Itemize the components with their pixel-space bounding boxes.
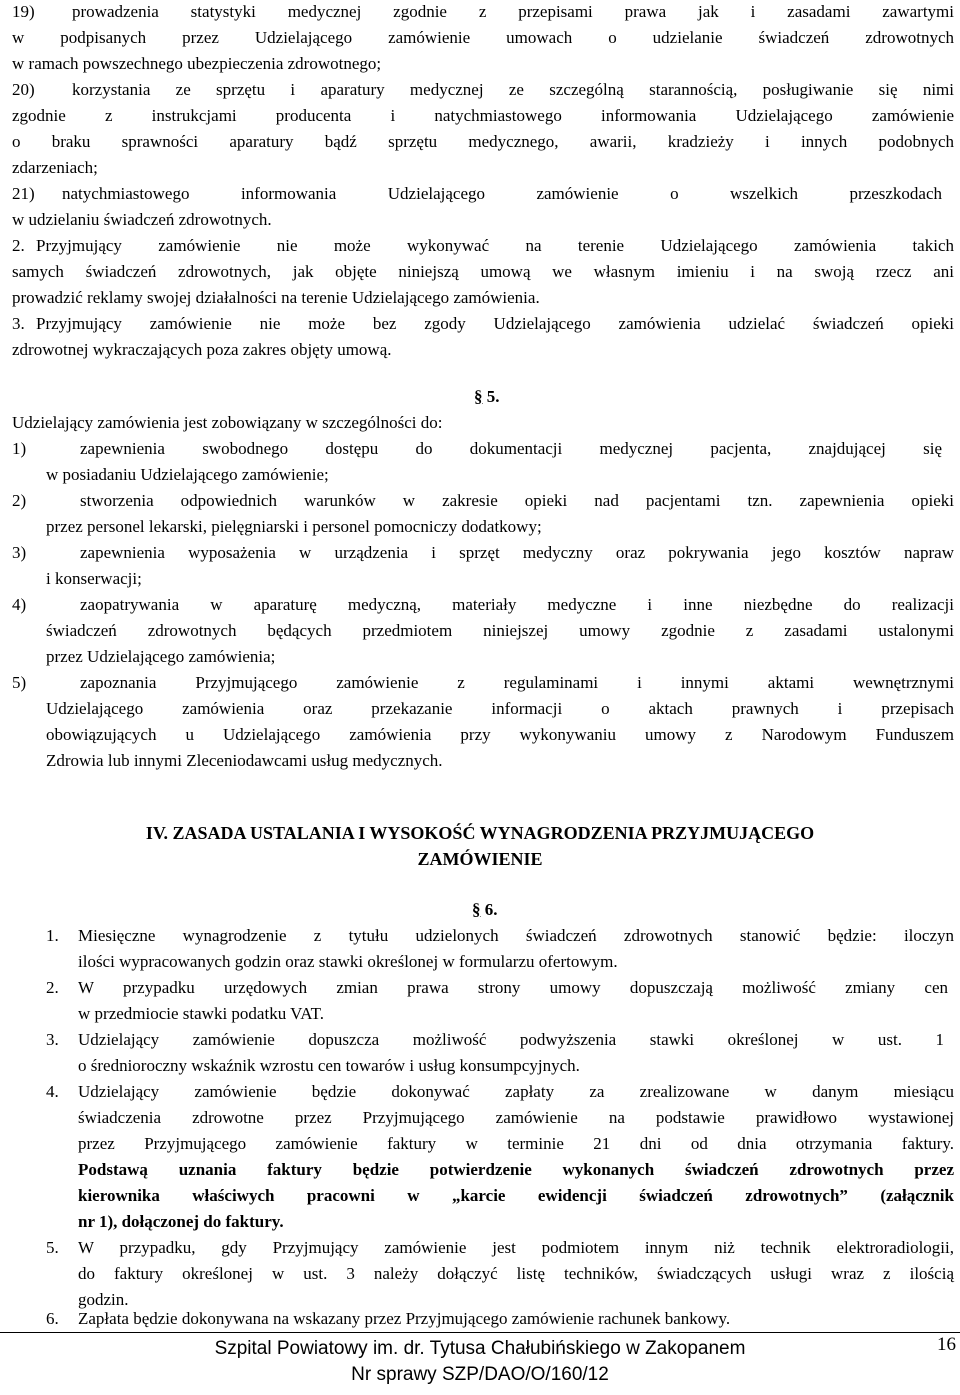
- list-item-text: w posiadaniu Udzielającego zamówienie;: [46, 465, 329, 484]
- list-item-number: 5.: [46, 1238, 59, 1257]
- list-item-text: przez Przyjmującego zamówienie faktury w terminie 21 dni od dnia otrzymania faktury.: [78, 1134, 954, 1153]
- list-item-number: 20): [12, 80, 35, 99]
- list-item-number: 5): [12, 673, 27, 692]
- chapter-title: IV. ZASADA USTALANIA I WYSOKOŚĆ WYNAGRODZENIA PRZYJMUJĄCEGO: [145, 823, 815, 843]
- list-item-text: w przedmiocie stawki podatku VAT.: [78, 1004, 324, 1023]
- list-item-text: o braku sprawności aparatury bądź sprzętu medycznego, awarii, kradzieży i innych podobnych: [12, 132, 954, 151]
- list-item-number: 6.: [46, 1309, 59, 1328]
- section-intro: Udzielający zamówienia jest zobowiązany w szczególności do:: [12, 413, 443, 432]
- list-item-text: świadczenia zdrowotne przez Przyjmującego zamówienie na podstawie prawidłowo wystawionej: [78, 1108, 954, 1127]
- list-item-number: 19): [12, 2, 35, 21]
- list-item-text: w udzielaniu świadczeń zdrowotnych.: [12, 210, 272, 229]
- paragraph-text: prowadzić reklamy swojej działalności na terenie Udzielającego zamówienia.: [12, 288, 540, 307]
- section-heading: [472, 900, 498, 920]
- list-item-text: w ramach powszechnego ubezpieczenia zdrowotnego;: [12, 54, 382, 73]
- list-item-text: korzystania ze sprzętu i aparatury medycznej ze szczególną starannością, posługiwanie się nimi: [72, 80, 954, 99]
- list-item-text: w podpisanych przez Udzielającego zamówienie umowach o udzielanie świadczeń zdrowotnych: [12, 28, 954, 47]
- paragraph-text: samych świadczeń zdrowotnych, jak objęte niniejszą umową we własnym imieniu i na swoją rzecz ani: [12, 262, 954, 281]
- list-item-text: ilości wypracowanych godzin oraz stawki określonej w formularzu ofertowym.: [78, 952, 618, 971]
- list-item-text: Udzielający zamówienie dopuszcza możliwość podwyższenia stawki określonej w ust. 1: [78, 1030, 944, 1049]
- list-item-text: stworzenia odpowiednich warunków w zakresie opieki nad pacjentami tzn. zapewnienia opieki: [80, 491, 954, 510]
- list-item-text: zaopatrywania w aparaturę medyczną, materiały medyczne i inne niezbędne do realizacji: [80, 595, 954, 614]
- list-item-number: 3): [12, 543, 27, 562]
- list-item-number: 1.: [46, 926, 59, 945]
- list-item-text: prowadzenia statystyki medycznej zgodnie z przepisami prawa jak i zasadami zawartymi: [72, 2, 954, 21]
- bold-text: Podstawą uznania faktury będzie potwierdzenie wykonanych świadczeń zdrowotnych przez: [78, 1160, 954, 1179]
- list-item-number: 1): [12, 439, 27, 458]
- list-item-number: 4.: [46, 1082, 59, 1101]
- list-item-number: 21): [12, 184, 35, 203]
- section-heading: [474, 387, 500, 407]
- paragraph-text: Przyjmujący zamówienie nie może bez zgody Udzielającego zamówienia udzielać świadczeń opieki: [36, 314, 954, 333]
- list-item-text: zapewnienia wyposażenia w urządzenia i sprzęt medyczny oraz pokrywania jego kosztów napraw: [80, 543, 954, 562]
- list-item-number: 3.: [46, 1030, 59, 1049]
- list-item-number: 2): [12, 491, 27, 510]
- list-item-text: o średnioroczny wskaźnik wzrostu cen towarów i usług konsumpcyjnych.: [78, 1056, 580, 1075]
- section-symbol: §: [472, 900, 481, 919]
- list-item-text: zapewnienia swobodnego dostępu do dokumentacji medycznej pacjenta, znajdującej się: [80, 439, 942, 458]
- page-number: 16: [937, 1334, 956, 1355]
- list-item-text: Zdrowia lub innymi Zleceniodawcami usług medycznych.: [46, 751, 443, 770]
- paragraph-text: Przyjmujący zamówienie nie może wykonywać na terenie Udzielającego zamówienia takich: [36, 236, 954, 255]
- list-item-text: godzin.: [78, 1290, 129, 1309]
- list-item-text: natychmiastowego informowania Udzielającego zamówienie o wszelkich przeszkodach: [62, 184, 942, 203]
- list-item-text: do faktury określonej w ust. 3 należy dołączyć listę techników, świadczących usługi wraz z ilością: [78, 1264, 954, 1283]
- list-item-number: 2.: [46, 978, 59, 997]
- list-item-text: zdarzeniach;: [12, 158, 98, 177]
- list-item-text: Udzielający zamówienie będzie dokonywać zapłaty za zrealizowane w danym miesiącu: [78, 1082, 954, 1101]
- paragraph-number: 2.: [12, 236, 25, 255]
- list-item-text: zgodnie z instrukcjami producenta i natychmiastowego informowania Udzielającego zamówienie: [12, 106, 954, 125]
- bold-text: kierownika właściwych pracowni w „karcie ewidencji świadczeń zdrowotnych” (załącznik: [78, 1186, 954, 1205]
- bold-text: nr 1), dołączonej do faktury.: [78, 1212, 284, 1231]
- footer-line: Szpital Powiatowy im. dr. Tytusa Chałubińskiego w Zakopanem: [214, 1338, 746, 1359]
- list-item-text: obowiązujących u Udzielającego zamówienia przy wykonywaniu umowy z Narodowym Funduszem: [46, 725, 954, 744]
- chapter-title: ZAMÓWIENIE: [417, 849, 543, 869]
- footer-line: Nr sprawy SZP/DAO/O/160/12: [351, 1364, 609, 1385]
- paragraph-text: zdrowotnej wykraczających poza zakres objęty umową.: [12, 340, 392, 359]
- list-item-text: przez personel lekarski, pielęgniarski i personel pomocniczy dodatkowy;: [46, 517, 542, 536]
- list-item-text: W przypadku, gdy Przyjmujący zamówienie jest podmiotem innym niż technik elektroradiologii,: [78, 1238, 954, 1257]
- list-item-text: Zapłata będzie dokonywana na wskazany przez Przyjmującego zamówienie rachunek bankowy.: [78, 1309, 731, 1328]
- section-number: 6.: [484, 900, 498, 919]
- list-item-text: i konserwacji;: [46, 569, 142, 588]
- list-item-text: Udzielającego zamówienia oraz przekazanie informacji o aktach prawnych i przepisach: [46, 699, 954, 718]
- list-item-text: W przypadku urzędowych zmian prawa strony umowy dopuszczają możliwość zmiany cen: [78, 978, 948, 997]
- list-item-text: Miesięczne wynagrodzenie z tytułu udzielonych świadczeń zdrowotnych stanowić będzie: iloczyn: [78, 926, 954, 945]
- footer-rule: [0, 1332, 960, 1333]
- section-number: 5.: [486, 387, 500, 406]
- paragraph-number: 3.: [12, 314, 25, 333]
- list-item-number: 4): [12, 595, 27, 614]
- list-item-text: świadczeń zdrowotnych będących przedmiotem niniejszej umowy zgodnie z zasadami ustalonymi: [46, 621, 954, 640]
- list-item-text: przez Udzielającego zamówienia;: [46, 647, 276, 666]
- section-symbol: §: [474, 387, 483, 406]
- list-item-text: zapoznania Przyjmującego zamówienie z regulaminami i innymi aktami wewnętrznymi: [80, 673, 954, 692]
